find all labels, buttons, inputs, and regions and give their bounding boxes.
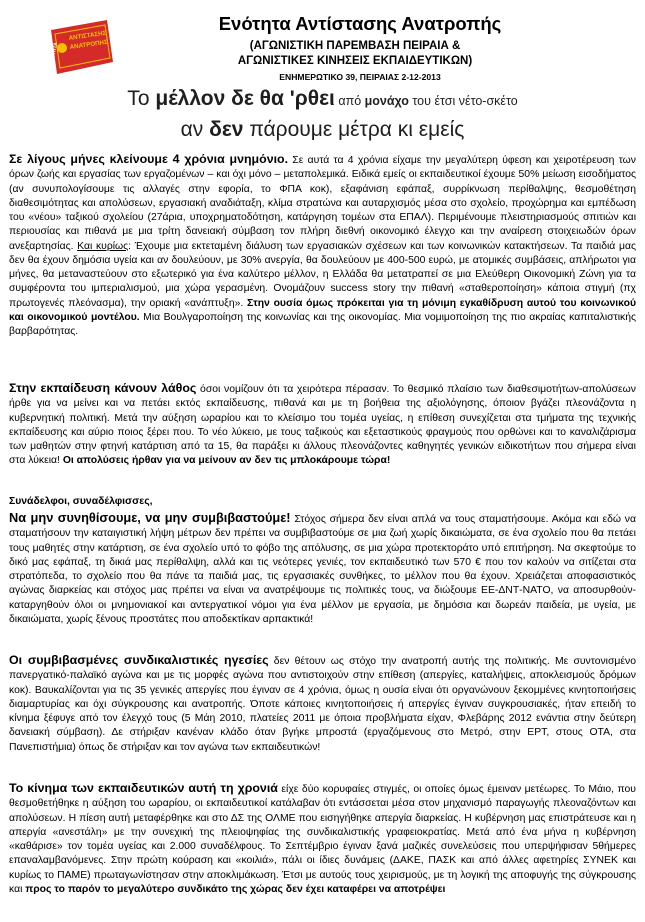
paragraph-education	[9, 381, 636, 469]
org-title: Ενότητα Αντίστασης Ανατροπής	[218, 13, 502, 34]
paragraph-lead: Σε λίγους μήνες κλείνουμε 4 χρόνια μνημόνιο.	[9, 152, 289, 166]
paragraph-text: Στόχος σήμερα δεν είναι απλά να τους σταματήσουμε. Ακόμα και εδώ να σταματήσουν την καταιγιστική λήψη μέτρων δεν πρέπει να συμβιβαστούμε σε μια ζωή χωρίς δικαιώματα, σε ένα σχολείο που θα πετάει τους μαθητές στην κατάρτιση, σε ένα σχολείο υπό το φόβο της απόλυσης, σε μια χώρα προτεκτοράτο υπό επιτήρηση. Να σκεφτούμε το δικό μας εφάπαξ, τη δικιά μας περίθαλψη, αλλά και τις νεότερες γενιές, τον εκπαιδευτικό των 570 € που τον καλούν να σιτίζεται στα στρατόπεδα, το σχολείο που θα πάνε τα παιδιά μας, τις εργασιακές συνθήκες, το μέλλον που θα έχουν. Χρειάζεται αποφασιστικός αγώνας διαρκείας και στόχος μας πρέπει να είναι να ανατρέψουμε τις πολιτικές τους, να διώξουμε ΕΕ-ΔΝΤ-ΝΑΤΟ, να αποσυρθούν-καταργηθούν όλοι οι μνημονιακοί και αντεργατικοί νόμοι για ένα μέλλον με εργασία, με δημόσια και δωρεάν παιδεία, με υγεία, με δικαιώματα, χωρίς ξένους προστάτες που αποδεκτίκαν αρπακτικά!	[9, 514, 636, 625]
paragraph-text: : Έχουμε μια εκτεταμένη διάλυση των εργασιακών σχέσεων και των κοινωνικών κατακτήσεων. Τα παιδιά μας δεν θα έχουν δημόσια υγεία και αν δουλεύουν, με 30% ανεργία, θα δουλεύουν με 400-500 ευρώ, με ατομικές συμβάσεις, απλήρωτοι για μήνες, θα μεταναστεύουν στο εξωτερικό για ένα καλύτερο μέλλον, η Ελλάδα θα μετατραπεί σε μια Ελεύθερη Οικονομική Ζώνη για τα συμφέροντα του ιμπεριαλισμού, μια χώρα γερασμένη. Ονομάζουν success story την πιθανή «σταθεροποίηση» κάποια στιγμή (πχ πρωτογενές πλεόνασμα), την οριακή «ανάπτυξη».	[9, 240, 636, 309]
paragraph-memorandum	[9, 152, 636, 339]
hl-part: από	[334, 94, 365, 108]
hl-part: του έτσι νέτο-σκέτο	[408, 94, 518, 108]
issue-info: ΕΝΗΜΕΡΩΤΙΚΟ 39, ΠΕΙΡΑΙΑΣ 2-12-2013	[279, 72, 441, 82]
paragraph-text: όσοι νομίζουν ότι τα χειρότερα πέρασαν. Το θεσμικό πλαίσιο των διαθεσιμοτήτων-απολύσεων ήρθε για να μείνει και να πετάει εκτός εκπαίδευσης, πιθανά και με τη βοήθεια της αξιολόγησης, όποιον βγάζει πλεονάζοντα η κυβερνητική πολιτική. Μετά την αύξηση ωραρίου και το κλείσιμο του τομέα υγείας, η επίθεση συνεχίζεται στα τμήματα της τεχνικής εκπαίδευσης και αύριο ποιος ξέρει που. Το νέο λύκειο, με τους ταξικούς και εξεταστικούς φραγμούς που ορθώνει και το καναλιζάρισμα των μαθητών στην φτηνή κατάρτιση από τα 15, θα παράξει κι άλλους πλεονάζοντες καθηγητές γενικών ειδικοτήτων που σήμερα είναι στα λύκεια!	[9, 384, 636, 467]
svg-text:ΑΝΑΤΡΟΠΗΣ: ΑΝΑΤΡΟΠΗΣ	[69, 38, 109, 51]
paragraph-lead: Να μην συνηθίσουμε, να μην συμβιβαστούμε!	[9, 510, 291, 525]
paragraph-lead: Το κίνημα των εκπαιδευτικών αυτή τη χρονιά	[9, 781, 278, 795]
bold-text: Στην ουσία όμως πρόκειται για τη μόνιμη εγκαθίδρυση αυτού του κοινωνικού και οικονομικού μοντέλου.	[9, 297, 636, 323]
headline-line1	[30, 85, 615, 115]
hl-part: Το	[127, 87, 156, 110]
paragraph-text: Σε αυτά τα 4 χρόνια είχαμε την μεγαλύτερη ύφεση και χειροτέρευση των όρων ζωής και εργασίας των εργαζομένων – και όχι μόνο – μεταπολεμικά. Ειδικά εμείς οι εκπαιδευτικοί έχουμε 50% μείωση εισοδήματος (αν συνυπολογίσουμε τις αλλαγές στην εφορία, το ΦΠΑ κοκ), εξαφάνιση εφάπαξ, συρρίκνωση περίθαλψης, θεσμοθέτηση διαθεσιμότητας και απολύσεων, εργασιακή αναδιάταξη, κλίμα στρατώνα και αυταρχισμός μέσα στο σχολείο, προχώρημα και εμπέδωση του «νέου» ταξικού σχολείου (27άρια, υποχρηματοδότηση, κατάργηση τομέων στα ΕΠΑΛ). Περιμένουμε πλειστηριασμούς σπιτιών και περιουσίας και πιθανά με μια τρίτη δανειακή σύμβαση τον πλήρη διεθνή οικονομικό έλεγχο και την αναίρεση στοιχειωδών όρων ανεξαρτησίας.	[9, 155, 636, 252]
hl-part: δεν	[209, 118, 244, 141]
paragraph-text: είχε δύο κορυφαίες στιγμές, οι οποίες όμως έμειναν μετέωρες. Το Μάιο, που θεσμοθετήθηκε η αύξηση του ωραρίου, οι εκπαιδευτικοί κατάλαβαν ότι εντάσσεται μέσα στον μηχανισμό παραγωγής πλεοναζόντων και απολύσεων. Η πίεση αυτή μεταφέρθηκε και στο ΔΣ της ΟΛΜΕ που εισηγήθηκε απεργία διαρκείας. Η κυβέρνηση μας επιστράτευσε και η απεργία «ανεστάλη» με την συνεχική της πλειοψηφίας της συνδικαλιστικής γραφειοκρατίας. Μετά από ένα μήνα η κυβέρνηση «καθάρισε» τον τομέα υγείας και 2.000 συναδέλφους. Το Σεπτέμβριο έγιναν ξανά μαζικές συνελεύσεις που υπερψήφισαν 5θήμερες επαναλαμβανόμενες. Στην πρώτη κούραση και «κοιλιά», πάλι οι ίδιες δυνάμεις (ΔΑΚΕ, ΠΑΣΚ και από άλλες αφετηρίες ΣΥΝΕΚ και κυρίως το ΠΑΜΕ) πρωταγωνίστησαν στην αποκλιμάκωση. Έτσι με αυτούς τους χειρισμούς, με τη λογική της αποφυγής της σύγκρουσης και	[9, 784, 636, 895]
org-subtitle	[200, 39, 510, 69]
hl-part: αν	[180, 118, 210, 141]
organization-logo	[47, 18, 115, 76]
org-subtitle-line2: ΑΓΩΝΙΣΤΙΚΕΣ ΚΙΝΗΣΕΙΣ ΕΚΠΑΙΔΕΥΤΙΚΩΝ)	[237, 55, 473, 67]
hl-part: πάρουμε μέτρα κι εμείς	[243, 118, 465, 141]
paragraph-lead: Οι συμβιβασμένες συνδικαλιστικές ηγεσίες	[9, 653, 269, 667]
hl-part: μονάχο	[364, 94, 409, 108]
hl-part: μέλλον δε θα	[155, 87, 290, 110]
bold-text: Οι απολύσεις ήρθαν για να μείνουν αν δεν τις μπλοκάρουμε τώρα!	[62, 455, 391, 467]
svg-text:ΕΝΟΤΗΤΑ: ΕΝΟΤΗΤΑ	[49, 41, 60, 67]
paragraph-union-leaderships	[9, 653, 636, 755]
bold-text: προς το παρόν το μεγαλύτερο συνδικάτο της χώρας δεν έχει καταφέρει να αποτρέψει	[25, 883, 446, 895]
headline-line2	[30, 116, 615, 144]
underlined-text: Και κυρίως	[77, 240, 129, 252]
svg-text:ΑΝΤΙΣΤΑΣΗΣ: ΑΝΤΙΣΤΑΣΗΣ	[68, 29, 107, 42]
paragraph-text: δεν θέτουν ως στόχο την ανατροπή αυτής της πολιτικής. Με συντονισμένο πανεργατικό-παλαϊκό αγώνα και με τις μορφές αγώνα που αντιστοιχούν στην επίθεση (απεργίες, καταλήψεις, αποκλεισμούς δρόμων κοκ). Βαυκαλίζονται για τις 35 γενικές απεργίες που έγιναν σε 4 χρόνια, όμως η ουσία είναι ότι οργανώνουν ξεκομμένες κινητοποιήσεις διαμαρτυρίας και όχι σύγκρουσης και ανατροπής. Όποτε κάποιες κινητοποιήσεις ή απεργίες έγιναν συγκρουσιακές, ήταν επειδή το κίνημα ξέφυγε από τον έλεγχό τους (5 Μάη 2010, πλατείες 2011 με όποια προβλήματα είχαν, Φλεβάρης 2012 ενάντια στην δεύτερη δανειακή σύμβαση). Δε στήριξαν κανέναν κλάδο όταν βγήκε μπροστά (εργαζόμενους στο Μετρό, στην ΕΡΤ, στους ΟΤΑ, στα Πανεπιστήμια) όπως δε στήριξαν και τον αγώνα των εκπαιδευτικών!	[9, 656, 636, 753]
org-subtitle-line1: (ΑΓΩΝΙΣΤΙΚΗ ΠΑΡΕΜΒΑΣΗ ΠΕΙΡΑΙΑ &	[249, 40, 461, 52]
hl-part: 'ρθει	[289, 87, 335, 110]
paragraph-teachers-movement	[9, 781, 636, 897]
paragraph-lead: Στην εκπαίδευση κάνουν λάθος	[9, 381, 197, 395]
salutation: Συνάδελφοι, συναδέλφισσες,	[9, 496, 153, 507]
paragraph-text: Μια Βουλγαροποίηση της κοινωνίας και της οικονομίας. Μια νομιμοποίηση της πιο ακραίας καπιταλιστικής βαρβαρότητας.	[9, 311, 636, 337]
paragraph-no-compromise	[9, 511, 636, 627]
